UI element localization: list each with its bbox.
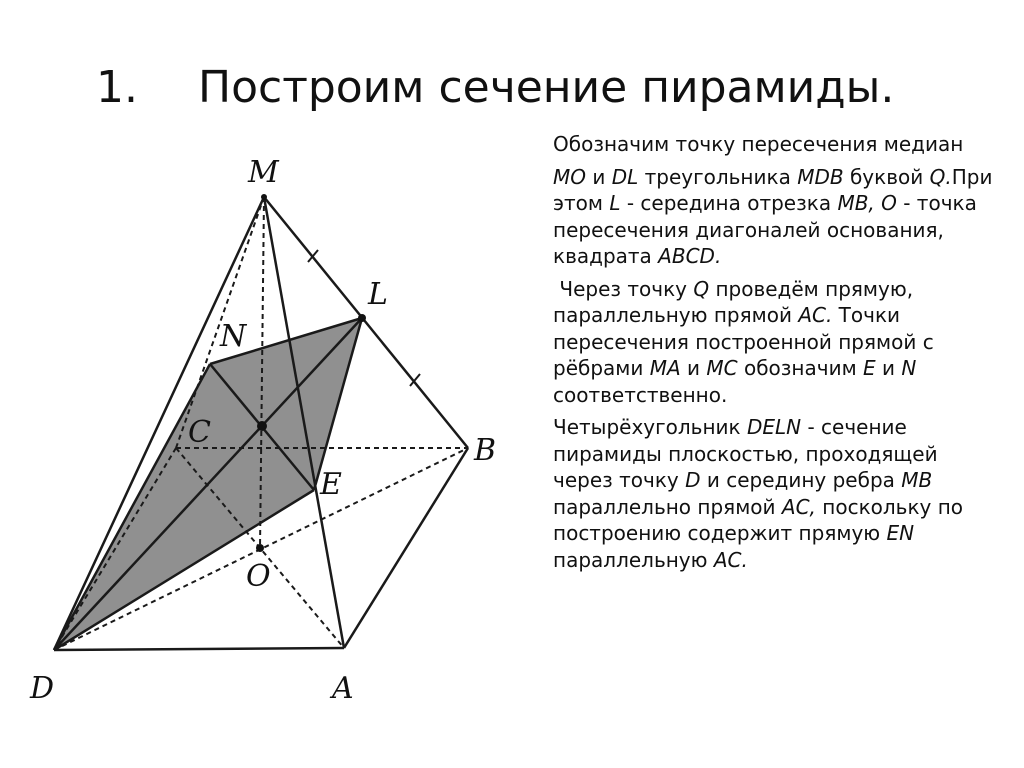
label-n: N: [220, 319, 247, 354]
pyramid-section-figure: [22, 150, 512, 710]
paragraph-4: [553, 414, 993, 573]
text-fragment: параллельную: [553, 547, 714, 572]
term-en: EN: [886, 521, 915, 545]
term-mb-o: MB, O: [837, 191, 897, 215]
pyramid-diagram: [22, 150, 512, 710]
term-ac: AC.: [798, 303, 833, 327]
text-fragment: параллельно прямой: [553, 494, 782, 519]
text-fragment: Точки пересечения построенной прямой с рёбрами: [553, 303, 934, 380]
slide-title-text: Построим сечение пирамиды.: [198, 62, 895, 113]
text-fragment: Через точку: [553, 276, 694, 301]
slide-number: 1.: [96, 62, 138, 113]
paragraph-3: [553, 276, 993, 409]
text-fragment: и середину ребра: [700, 468, 902, 492]
text-fragment: - середина отрезка: [620, 191, 838, 215]
term-ac: AC.: [713, 547, 748, 572]
term-e: E: [863, 356, 876, 380]
point-m: [261, 194, 267, 200]
text-fragment: проведём прямую, параллельную прямой: [553, 276, 914, 327]
text-fragment: поскольку по построению содержит прямую: [553, 494, 964, 545]
label-l: L: [368, 277, 388, 312]
label-m: M: [248, 155, 279, 190]
term-dl: DL: [611, 164, 639, 189]
term-n: N: [901, 356, 917, 380]
text-fragment: буквой: [843, 164, 930, 189]
text-fragment: Четырёхугольник: [553, 415, 747, 439]
text-fragment: и: [586, 164, 612, 189]
text-fragment: - сечение пирамиды плоскостью, проходящей через точку: [553, 415, 938, 492]
point-l: [358, 314, 366, 322]
explanation-text: [553, 131, 993, 579]
edge-da: [54, 648, 344, 650]
text-fragment: При этом: [553, 164, 993, 215]
label-d: D: [30, 671, 55, 706]
term-d: D: [685, 468, 701, 492]
label-a: A: [332, 671, 354, 706]
term-mb: MB: [901, 468, 933, 492]
term-ac: AC,: [781, 494, 816, 519]
text-fragment: и: [875, 356, 902, 380]
term-q: Q.: [929, 164, 952, 189]
point-q: [257, 421, 267, 431]
paragraph-2: [553, 164, 993, 270]
term-mo: MO: [553, 164, 586, 189]
text-fragment: обозначим: [737, 356, 864, 380]
term-mdb: MDB: [797, 164, 844, 189]
text-fragment: - точка пересечения диагоналей основания, квадрата: [553, 191, 977, 268]
term-l: L: [609, 191, 621, 215]
term-abcd: ABCD.: [658, 244, 722, 268]
label-c: C: [188, 415, 211, 450]
slide-title: [96, 64, 894, 112]
label-b: B: [474, 433, 497, 468]
label-o: O: [246, 559, 271, 594]
text-fragment: треугольника: [638, 164, 798, 189]
point-o: [256, 544, 264, 552]
term-deln: DELN: [746, 415, 802, 439]
text-fragment: и: [680, 356, 707, 380]
term-mc: MC: [706, 356, 738, 380]
term-ma: MA: [649, 356, 681, 380]
paragraph-1: Обозначим точку пересечения медиан: [553, 132, 964, 156]
label-e: E: [320, 467, 342, 502]
term-q: Q: [693, 276, 710, 301]
text-fragment: соответственно.: [553, 382, 728, 407]
